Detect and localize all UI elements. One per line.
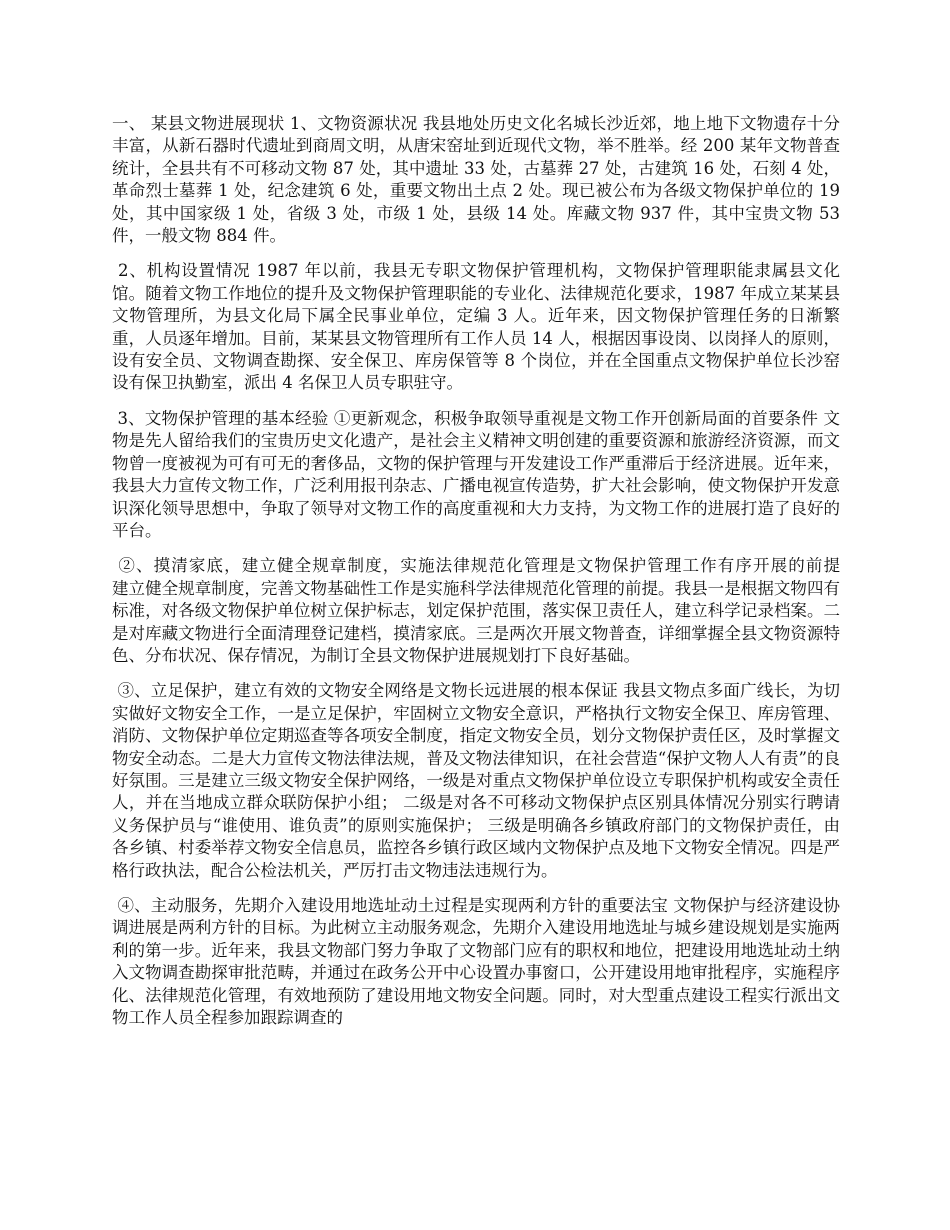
document-body [112, 113, 873, 1042]
paragraph-safety-network: ③、立足保护，建立有效的文物安全网络是文物长远进展的根本保证 我县文物点多面广线长，为切实做好文物安全工作，一是立足保护，牢固树立文物安全意识，严格执行文物安全保卫、库房管理、消防、文物保护单位定期巡查等各项安全制度，指定文物安全员，划分文物保护责任区，及时掌握文物安全动态。二是大力宣传文物法律法规，普及文物法律知识，在社会营造“保护文物人人有责”的良好氛围。三是建立三级文物安全保护网络，一级是对重点文物保护单位设立专职保护机构或安全责任人，并在当地成立群众联防保护小组； 二级是对各不可移动文物保护点区别具体情况分别实行聘请义务保护员与“谁使用、谁负责”的原则实施保护； 三级是明确各乡镇政府部门的文物保护责任，由各乡镇、村委举荐文物安全信息员，监控各乡镇行政区域内文物保护点及地下文物安全情况。四是严格行政执法，配合公检法机关，严厉打击文物违法违规行为。 [112, 681, 841, 880]
paragraph-regulations: ②、摸清家底，建立健全规章制度，实施法律规范化管理是文物保护管理工作有序开展的前提 建立健全规章制度，完善文物基础性工作是实施科学法律规范化管理的前提。我县一是根据文物四有标准，对各级文物保护单位树立保护标志，划定保护范围，落实保卫责任人，建立科学记录档案。二是对库藏文物进行全面清理登记建档，摸清家底。三是两次开展文物普查，详细掌握全县文物资源特色、分布状况、保存情况，为制订全县文物保护进展规划打下良好基础。 [112, 556, 873, 665]
paragraph-resource-status: 一、 某县文物进展现状 1、文物资源状况 我县地处历史文化名城长沙近郊，地上地下文物遗存十分丰富，从新石器时代遗址到商周文明，从唐宋窑址到近现代文物，举不胜举。经 200 某年文物普查统计，全县共有不可移动文物 87 处，其中遗址 33 处，古墓葬 27 处，古建筑 16 处，石刻 4 处，革命烈士墓葬 1 处，纪念建筑 6 处，重要文物出土点 2 处。现已被公布为各级文物保护单位的 19 处，其中国家级 1 处，省级 3 处，市级 1 处，县级 14 处。库藏文物 937 件，其中宝贵文物 53 件，一般文物 884 件。 [112, 114, 846, 246]
paragraph-proactive-service: ④、主动服务，先期介入建设用地选址动土过程是实现两利方针的重要法宝 文物保护与经济建设协调进展是两利方针的目标。为此树立主动服务观念，先期介入建设用地选址与城乡建设规划是实施两利的第一步。近年来，我县文物部门努力争取了文物部门应有的职权和地位，把建设用地选址动土纳入文物调查勘探审批范畴，并通过在政务公开中心设置办事窗口，公开建设用地审批程序，实施程序化、法律规范化管理，有效地预防了建设用地文物安全问题。同时，对大型重点建设工程实行派出文物工作人员全程参加跟踪调查的 [112, 896, 841, 1028]
paragraph-organization: 2、机构设置情况 1987 年以前，我县无专职文物保护管理机构，文物保护管理职能隶属县文化馆。随着文物工作地位的提升及文物保护管理职能的专业化、法律规范化要求，1987 年成立某某县文物管理所，为县文化局下属全民事业单位，定编 3 人。近年来，因文物保护管理任务的日渐繁重，人员逐年增加。目前，某某县文物管理所有工作人员 14 人，根据因事设岗、以岗择人的原则，设有安全员、文物调查勘探、安全保卫、库房保管等 8 个岗位，并在全国重点文物保护单位长沙窑设有保卫执勤室，派出 4 名保卫人员专职驻守。 [112, 261, 840, 393]
paragraph-basic-experience: 3、文物保护管理的基本经验 ①更新观念，积极争取领导重视是文物工作开创新局面的首要条件 文物是先人留给我们的宝贵历史文化遗产，是社会主义精神文明创建的重要资源和旅游经济资源，而文物曾一度被视为可有可无的奢侈品，文物的保护管理与开发建设工作严重滞后于经济进展。近年来，我县大力宣传文物工作，广泛利用报刊杂志、广播电视宣传造势，扩大社会影响，使文物保护开发意识深化领导思想中，争取了领导对文物工作的高度重视和大力支持，为文物工作的进展打造了良好的平台。 [112, 408, 840, 540]
